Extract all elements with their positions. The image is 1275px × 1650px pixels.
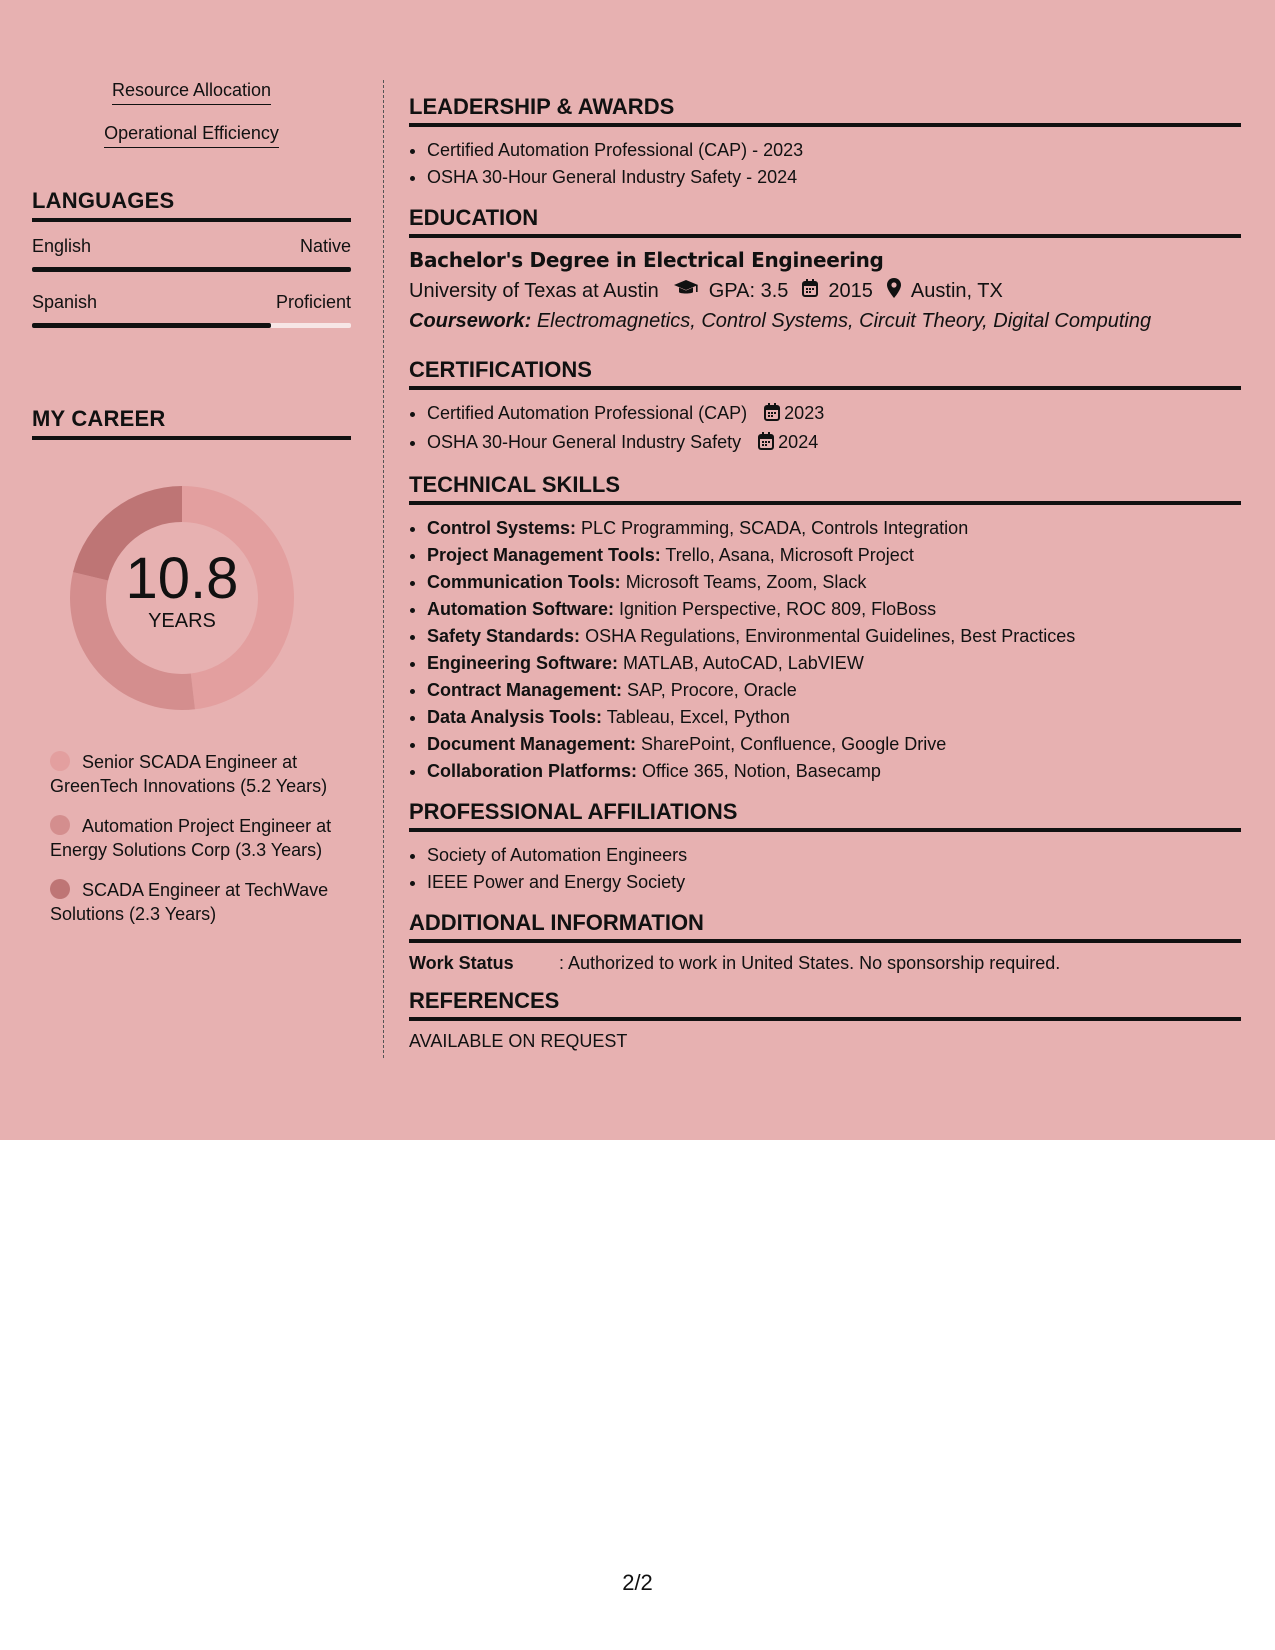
language-proficiency-bar (32, 267, 351, 272)
school-location: Austin, TX (910, 279, 1003, 302)
graduation-year: 2015 (828, 279, 873, 302)
career-legend-item: SCADA Engineer at TechWave Solutions (2.3 Years) (50, 880, 329, 924)
work-status-label: Work Status (409, 953, 514, 973)
certifications-heading: CERTIFICATIONS (409, 357, 1241, 390)
list-item: • Contract Management: SAP, Procore, Oracle (427, 677, 1241, 704)
language-name: Spanish (32, 292, 98, 312)
skill-item: Resource Allocation (32, 80, 351, 105)
list-item: • Document Management: SharePoint, Confluence, Google Drive (427, 731, 1241, 758)
list-item: • OSHA 30-Hour General Industry Safety 2024 (427, 429, 1241, 458)
list-item: • Safety Standards: OSHA Regulations, Environmental Guidelines, Best Practices (427, 623, 1241, 650)
list-item: • Automation Software: Ignition Perspective, ROC 809, FloBoss (427, 596, 1241, 623)
career-donut-chart (62, 478, 302, 718)
technical-skills-heading: TECHNICAL SKILLS (409, 472, 1241, 505)
legend-dot-icon (50, 879, 70, 899)
language-item (32, 292, 351, 328)
list-item: • Engineering Software: MATLAB, AutoCAD, LabVIEW (427, 650, 1241, 677)
legend-dot-icon (50, 815, 70, 835)
list-item: • Data Analysis Tools: Tableau, Excel, Python (427, 704, 1241, 731)
calendar-icon (758, 431, 774, 458)
list-item: • Certified Automation Professional (CAP) 2023 (427, 400, 1241, 429)
career-legend-item: Automation Project Engineer at Energy Solutions Corp (3.3 Years) (50, 816, 332, 860)
career-legend (32, 750, 351, 926)
legend-dot-icon (50, 751, 70, 771)
education-details (409, 278, 1241, 304)
page-number: 2/2 (622, 1570, 653, 1595)
list-item: • IEEE Power and Energy Society (427, 869, 1241, 896)
certifications-list (409, 400, 1241, 458)
language-level: Proficient (275, 292, 351, 312)
location-pin-icon (887, 278, 901, 304)
career-heading: MY CAREER (32, 406, 351, 440)
work-status-row (409, 953, 1241, 974)
affiliations-list (409, 842, 1241, 896)
list-item: • Society of Automation Engineers (427, 842, 1241, 869)
gpa: GPA: 3.5 (708, 279, 789, 302)
leadership-heading: LEADERSHIP & AWARDS (409, 94, 1241, 127)
left-column (32, 80, 351, 942)
school-name: University of Texas at Austin (409, 279, 659, 302)
work-status-value: : Authorized to work in United States. No sponsorship required. (559, 953, 1061, 973)
graduation-cap-icon (673, 279, 699, 303)
language-item (32, 236, 351, 272)
language-level: Native (299, 236, 351, 256)
coursework-list: Electromagnetics, Control Systems, Circuit Theory, Digital Computing (536, 310, 1152, 332)
affiliations-heading: PROFESSIONAL AFFILIATIONS (409, 799, 1241, 832)
coursework (409, 310, 1241, 333)
right-column (409, 80, 1241, 1052)
list-item: • OSHA 30-Hour General Industry Safety - 2024 (427, 164, 1241, 191)
career-legend-item: Senior SCADA Engineer at GreenTech Innovations (5.2 Years) (50, 752, 328, 796)
degree-title: Bachelor's Degree in Electrical Engineering (409, 248, 884, 272)
leadership-list (409, 137, 1241, 191)
language-name: English (32, 236, 92, 256)
coursework-label: Coursework: (409, 310, 532, 332)
skill-item: Operational Efficiency (32, 123, 351, 148)
languages-heading: LANGUAGES (32, 188, 351, 222)
list-item: • Collaboration Platforms: Office 365, Notion, Basecamp (427, 758, 1241, 785)
list-item: • Communication Tools: Microsoft Teams, Zoom, Slack (427, 569, 1241, 596)
additional-info-heading: ADDITIONAL INFORMATION (409, 910, 1241, 943)
career-total-unit: YEARS (148, 610, 216, 632)
references-text: AVAILABLE ON REQUEST (409, 1031, 628, 1051)
career-total-years: 10.8 (125, 546, 239, 611)
calendar-icon (764, 402, 780, 429)
column-divider (383, 80, 384, 1058)
references-heading: REFERENCES (409, 988, 1241, 1021)
list-item: • Certified Automation Professional (CAP) - 2023 (427, 137, 1241, 164)
list-item: • Control Systems: PLC Programming, SCADA, Controls Integration (427, 515, 1241, 542)
calendar-icon (802, 279, 818, 303)
list-item: • Project Management Tools: Trello, Asana, Microsoft Project (427, 542, 1241, 569)
technical-skills-list (409, 515, 1241, 785)
education-heading: EDUCATION (409, 205, 1241, 238)
language-proficiency-bar (32, 323, 351, 328)
